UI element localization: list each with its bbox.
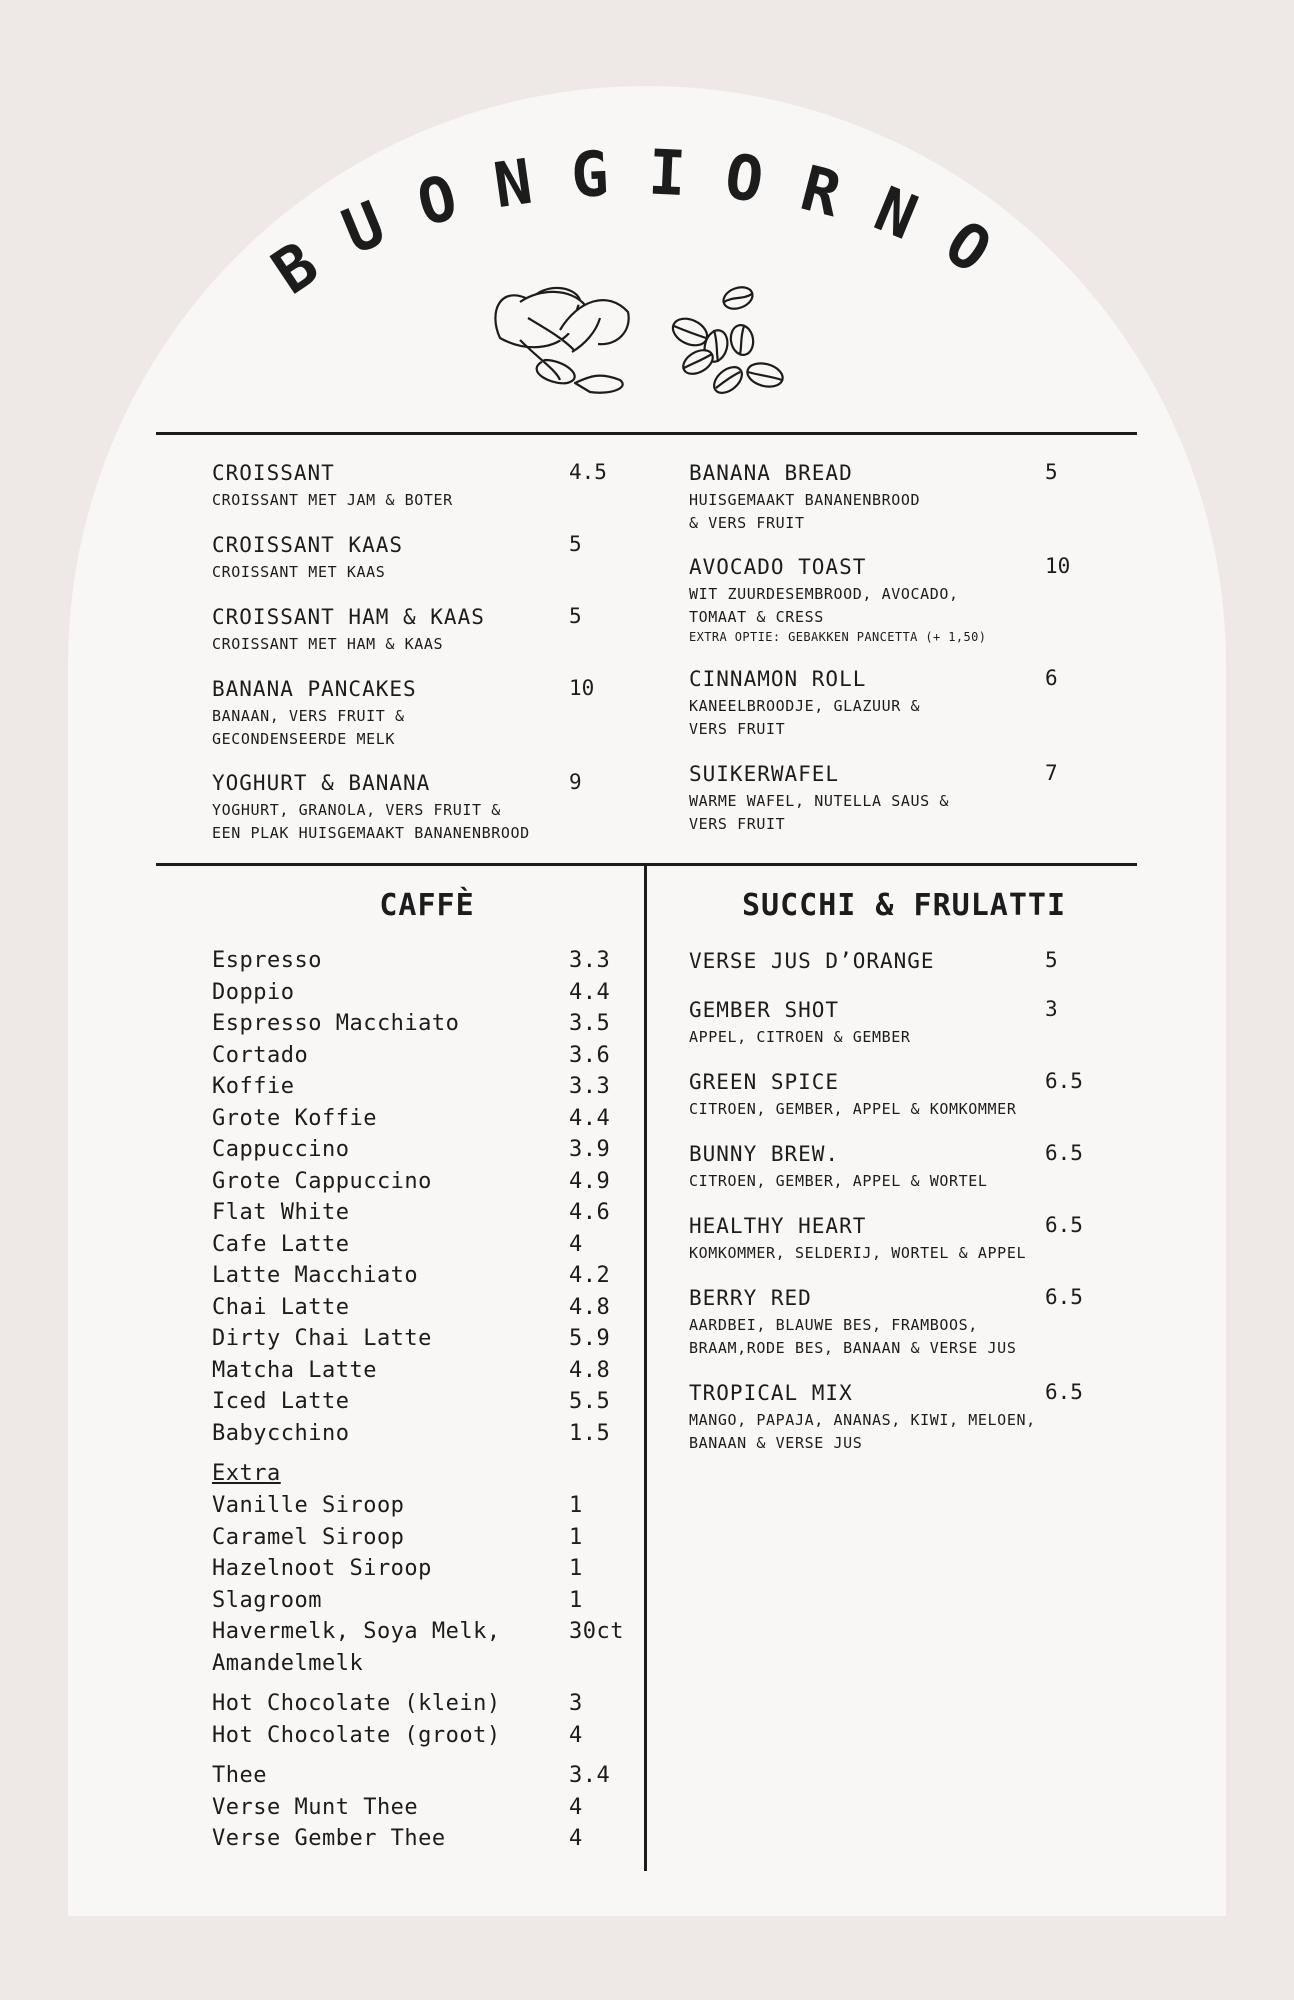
item-description: KOMKOMMER, SELDERIJ, WORTEL & APPEL <box>689 1244 1027 1262</box>
item-name: Thee <box>212 1763 267 1788</box>
menu-title: BUONGIORNO <box>259 135 1036 309</box>
item-price: 5 <box>569 532 582 556</box>
tea-item <box>212 1826 642 1858</box>
item-name: Doppio <box>212 979 295 1005</box>
menu-item-croissant-kaas <box>212 532 632 584</box>
item-description: HUISGEMAAKT BANANENBROOD & VERS FRUIT <box>689 491 921 532</box>
item-price: 3 <box>569 1691 583 1716</box>
tea-item <box>212 1763 642 1795</box>
item-name: YOGHURT & BANANA <box>212 771 431 795</box>
divider-vertical <box>644 863 647 1871</box>
item-price: 3.6 <box>569 1042 611 1068</box>
item-price: 1.5 <box>569 1420 611 1446</box>
item-name: Hot Chocolate (klein) <box>212 1691 501 1716</box>
item-name: Vanille Siroop <box>212 1493 405 1518</box>
item-description: YOGHURT, GRANOLA, VERS FRUIT & EEN PLAK HUISGEMAAKT BANANENBROOD <box>212 801 530 842</box>
item-description: APPEL, CITROEN & GEMBER <box>689 1028 911 1046</box>
item-name: BERRY RED <box>689 1286 812 1310</box>
item-description: WIT ZUURDESEMBROOD, AVOCADO, TOMAAT & CRESS <box>689 585 959 626</box>
item-price: 7 <box>1045 761 1058 785</box>
item-price: 1 <box>569 1587 583 1613</box>
item-price: 4.6 <box>569 1200 611 1225</box>
item-name: BANANA BREAD <box>689 461 853 485</box>
item-price: 4.4 <box>569 1105 611 1131</box>
item-name: Cortado <box>212 1042 309 1068</box>
caffe-item <box>212 1200 642 1232</box>
item-price: 10 <box>1045 554 1071 578</box>
chocolate-item <box>212 1723 642 1755</box>
item-name: Dirty Chai Latte <box>212 1326 432 1351</box>
item-name: GEMBER SHOT <box>689 998 840 1022</box>
juice-item <box>689 1069 1109 1121</box>
caffe-item <box>212 948 642 980</box>
item-name: AVOCADO TOAST <box>689 555 867 579</box>
extra-item <box>212 1525 642 1557</box>
item-price: 6.5 <box>1045 1285 1083 1309</box>
juice-item <box>689 1213 1109 1265</box>
item-price: 4 <box>569 1231 583 1257</box>
item-description: AARDBEI, BLAUWE BES, FRAMBOOS, BRAAM,RODE BES, BANAAN & VERSE JUS <box>689 1316 1017 1357</box>
item-price: 5.5 <box>569 1389 611 1414</box>
item-price: 1 <box>569 1493 583 1518</box>
item-price: 4.8 <box>569 1357 611 1383</box>
caffe-item <box>212 1232 642 1264</box>
item-price: 3.3 <box>569 948 611 973</box>
item-name: Chai Latte <box>212 1294 350 1320</box>
juice-item <box>689 1380 1109 1455</box>
item-name: Espresso <box>212 948 322 973</box>
item-description: CROISSANT MET JAM & BOTER <box>212 491 453 509</box>
item-name: BANANA PANCAKES <box>212 677 417 701</box>
item-description: BANAAN, VERS FRUIT & GECONDENSEERDE MELK <box>212 707 405 748</box>
item-price: 6.5 <box>1045 1069 1083 1093</box>
juice-item <box>689 1141 1109 1193</box>
caffe-item <box>212 1074 642 1106</box>
menu-item-croissant <box>212 460 632 512</box>
item-extra-option: EXTRA OPTIE: GEBAKKEN PANCETTA (+ 1,50) <box>689 630 987 644</box>
item-description: WARME WAFEL, NUTELLA SAUS & VERS FRUIT <box>689 792 950 833</box>
menu-item-suikerwafel <box>689 761 1109 836</box>
menu-item-banana-bread <box>689 460 1109 535</box>
item-description: KANEELBROODJE, GLAZUUR & VERS FRUIT <box>689 697 921 738</box>
item-price: 5 <box>1045 948 1058 972</box>
item-name: CROISSANT <box>212 461 335 485</box>
item-name: Grote Koffie <box>212 1105 377 1131</box>
caffe-item <box>212 1326 642 1358</box>
juice-item <box>689 997 1109 1049</box>
item-name: Slagroom <box>212 1587 322 1613</box>
croissant-icon <box>495 288 628 393</box>
caffe-item <box>212 1169 642 1201</box>
item-name: Verse Munt Thee <box>212 1794 419 1820</box>
item-name: HEALTHY HEART <box>689 1214 867 1238</box>
juice-item <box>689 948 1109 974</box>
item-price: 6.5 <box>1045 1380 1083 1404</box>
item-description: MANGO, PAPAJA, ANANAS, KIWI, MELOEN, BANAAN & VERSE JUS <box>689 1411 1036 1452</box>
item-name: GREEN SPICE <box>689 1070 840 1094</box>
item-name: Iced Latte <box>212 1389 350 1414</box>
extra-item <box>212 1619 642 1651</box>
menu-item-avocado-toast <box>689 554 1109 646</box>
item-name: Havermelk, Soya Melk, <box>212 1619 501 1644</box>
item-price: 4.5 <box>569 460 607 484</box>
item-price: 6 <box>1045 666 1058 690</box>
item-price: 1 <box>569 1556 583 1581</box>
caffe-item <box>212 980 642 1012</box>
menu-item-cinnamon-roll <box>689 666 1109 741</box>
item-price: 4.4 <box>569 979 611 1005</box>
item-price: 30ct <box>569 1619 624 1644</box>
extra-item <box>212 1556 642 1588</box>
item-name: SUIKERWAFEL <box>689 762 840 786</box>
item-name: Verse Gember Thee <box>212 1826 446 1851</box>
item-price: 4 <box>569 1794 583 1820</box>
caffe-item <box>212 1043 642 1075</box>
caffe-item <box>212 1421 642 1453</box>
caffe-item <box>212 1389 642 1421</box>
item-price: 5 <box>1045 460 1058 484</box>
item-price: 4.9 <box>569 1168 611 1194</box>
item-description: CITROEN, GEMBER, APPEL & KOMKOMMER <box>689 1100 1017 1118</box>
chocolate-item <box>212 1691 642 1723</box>
item-price: 3.9 <box>569 1137 611 1162</box>
item-name: Cappuccino <box>212 1137 350 1162</box>
item-price: 3.5 <box>569 1011 611 1036</box>
item-price: 4.8 <box>569 1294 611 1320</box>
extra-item <box>212 1588 642 1620</box>
caffe-item <box>212 1263 642 1295</box>
item-price: 3.3 <box>569 1074 611 1099</box>
item-price: 5 <box>569 604 582 628</box>
caffe-item <box>212 1137 642 1169</box>
item-name: Espresso Macchiato <box>212 1011 460 1036</box>
extra-item <box>212 1493 642 1525</box>
menu-item-yoghurt-banana <box>212 770 632 845</box>
item-description: CITROEN, GEMBER, APPEL & WORTEL <box>689 1172 988 1190</box>
item-name: Hazelnoot Siroop <box>212 1556 432 1581</box>
menu-item-croissant-ham-kaas <box>212 604 632 656</box>
divider-top <box>156 432 1137 435</box>
item-name: Hot Chocolate (groot) <box>212 1722 501 1748</box>
item-name: Babycchino <box>212 1420 350 1446</box>
item-price: 9 <box>569 770 582 794</box>
item-name: Grote Cappuccino <box>212 1168 432 1194</box>
caffe-title: CAFFÈ <box>379 888 475 923</box>
item-name: CROISSANT HAM & KAAS <box>212 605 485 629</box>
item-price: 6.5 <box>1045 1213 1083 1237</box>
item-name: Latte Macchiato <box>212 1263 419 1288</box>
item-name: TROPICAL MIX <box>689 1381 853 1405</box>
extra-heading: Extra <box>212 1461 281 1486</box>
item-name: Amandelmelk <box>212 1650 364 1676</box>
item-name: CINNAMON ROLL <box>689 667 867 691</box>
item-price: 4.2 <box>569 1263 611 1288</box>
item-price: 4 <box>569 1826 583 1851</box>
extra-item <box>212 1651 642 1683</box>
item-name: Koffie <box>212 1074 295 1099</box>
item-name: BUNNY BREW. <box>689 1142 840 1166</box>
menu-item-banana-pancakes <box>212 676 632 751</box>
item-price: 3.4 <box>569 1763 611 1788</box>
caffe-item <box>212 1295 642 1327</box>
caffe-item <box>212 1358 642 1390</box>
item-description: CROISSANT MET KAAS <box>212 563 386 581</box>
coffee-beans-icon <box>669 283 786 397</box>
item-name: Caramel Siroop <box>212 1524 405 1550</box>
item-price: 5.9 <box>569 1326 611 1351</box>
item-description: CROISSANT MET HAM & KAAS <box>212 635 444 653</box>
item-name: Matcha Latte <box>212 1357 377 1383</box>
menu-header <box>0 0 1294 420</box>
item-price: 4 <box>569 1722 583 1748</box>
item-price: 3 <box>1045 997 1058 1021</box>
caffe-item <box>212 1106 642 1138</box>
item-price: 10 <box>569 676 595 700</box>
item-price: 6.5 <box>1045 1141 1083 1165</box>
juice-item <box>689 1285 1109 1360</box>
item-name: Cafe Latte <box>212 1231 350 1257</box>
succhi-title: SUCCHI & FRULATTI <box>741 888 1067 923</box>
caffe-item <box>212 1011 642 1043</box>
item-name: CROISSANT KAAS <box>212 533 404 557</box>
item-name: Flat White <box>212 1200 350 1225</box>
item-price: 1 <box>569 1524 583 1550</box>
tea-item <box>212 1795 642 1827</box>
item-name: VERSE JUS D’ORANGE <box>689 949 935 973</box>
